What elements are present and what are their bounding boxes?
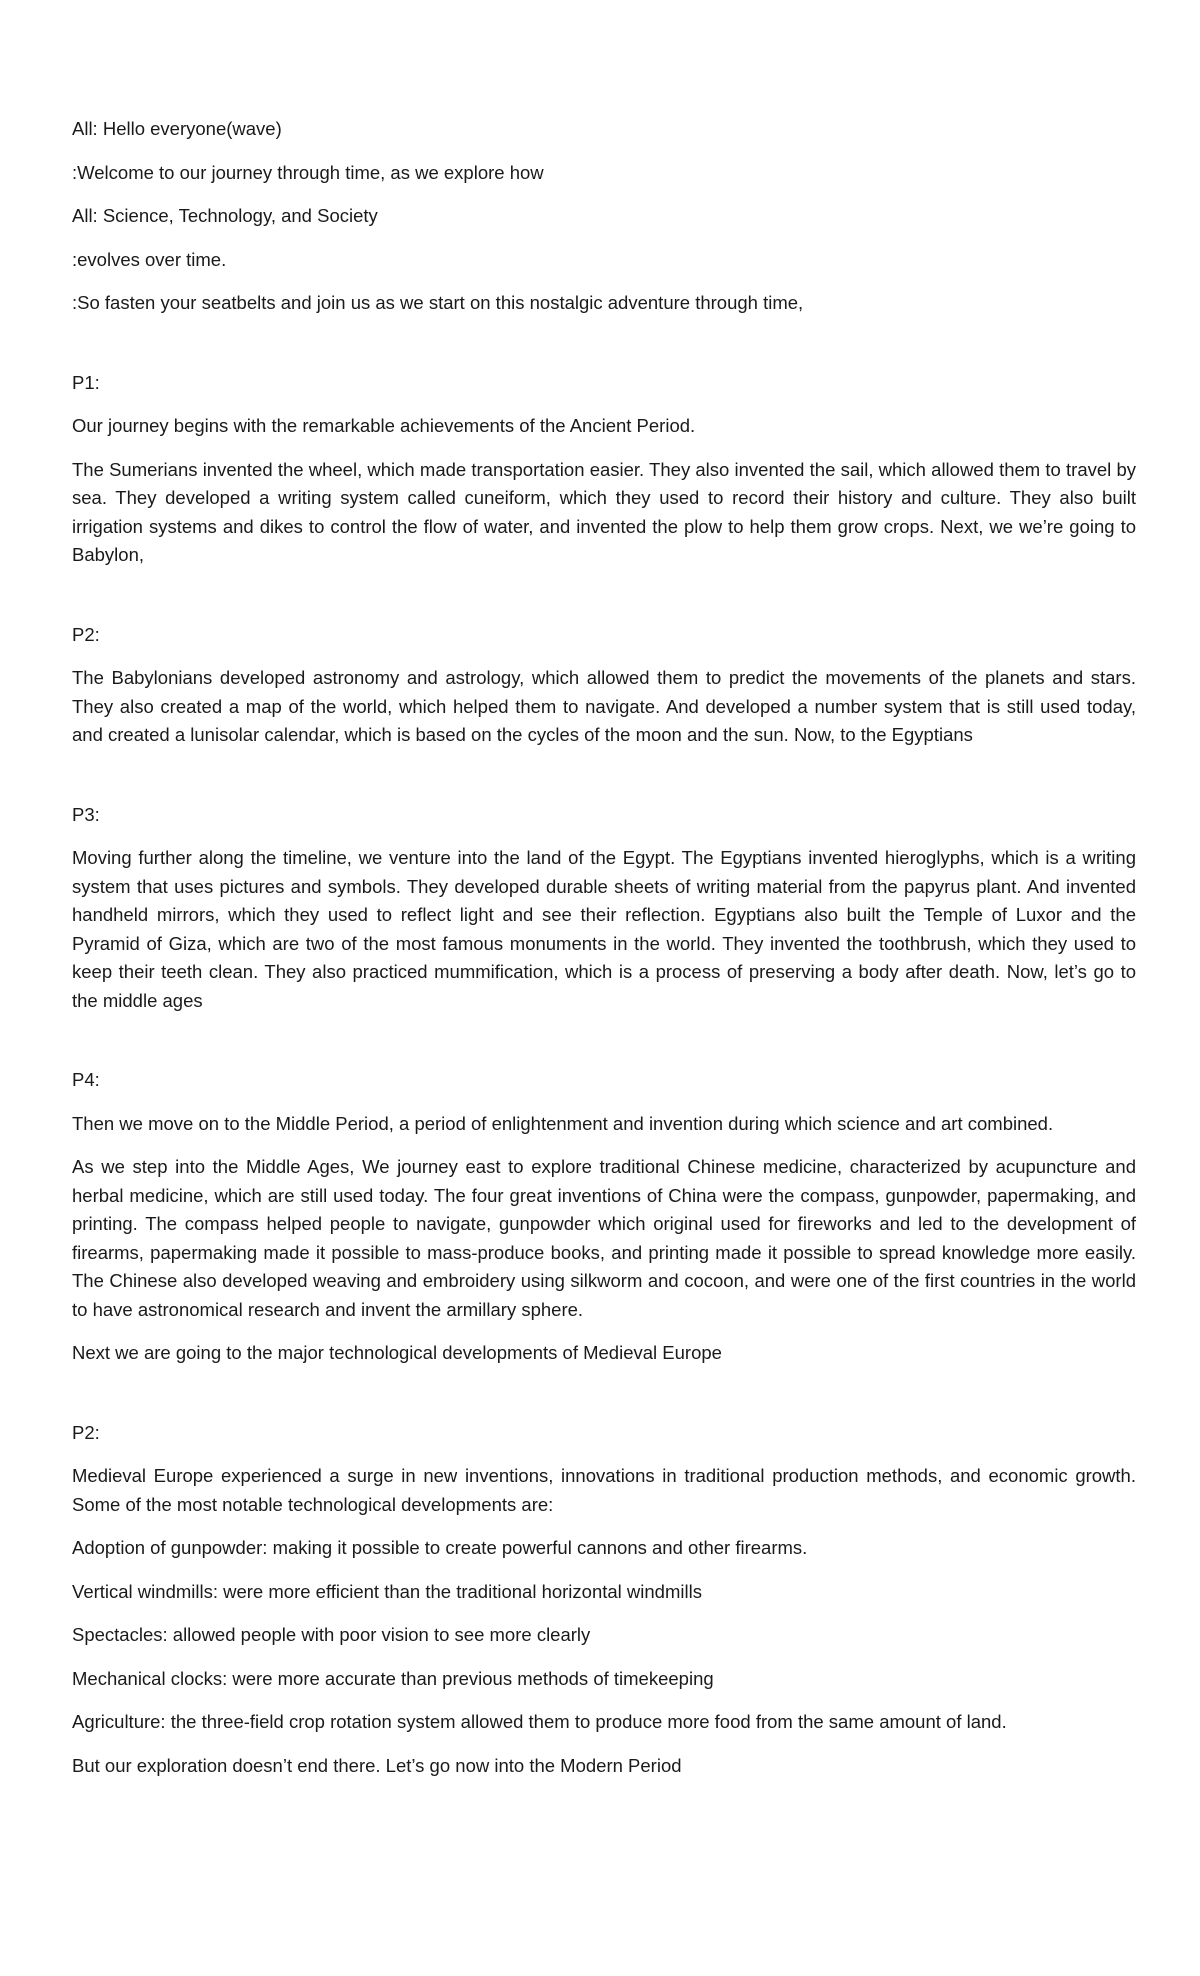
p2b-paragraph-1: Medieval Europe experienced a surge in new inventions, innovations in traditional production methods, and economic growth. Some of the most notable technological developments are:	[72, 1465, 1136, 1515]
p4-paragraph-1: Then we move on to the Middle Period, a period of enlightenment and invention during which science and art combined.	[72, 1112, 1054, 1134]
section-label-p4: P4:	[72, 1069, 100, 1090]
intro-line-5: :So fasten your seatbelts and join us as we start on this nostalgic adventure through time,	[72, 292, 804, 313]
p1-paragraph-1: Our journey begins with the remarkable achievements of the Ancient Period.	[72, 415, 696, 436]
p3-paragraph-1: Moving further along the timeline, we venture into the land of the Egypt. The Egyptians invented hieroglyphs, which is a writing system that uses pictures and symbols. They developed durable sheets of writing material from the papyrus plant. And invented handheld mirrors, which they used to reflect light and see their reflection. Egyptians also built the Temple of Luxor and the Pyramid of Giza, which are two of the most famous monuments in the world. They invented the toothbrush, which they used to keep their teeth clean. They also practiced mummification, which is a process of preserving a body after death. Now, let’s go to the middle ages	[72, 847, 1136, 1011]
section-label-p1: P1:	[72, 371, 100, 393]
p2b-closing: But our exploration doesn’t end there. Let’s go now into the Modern Period	[72, 1754, 682, 1776]
intro-line-2: :Welcome to our journey through time, as we explore how	[72, 161, 544, 183]
intro-line-1: All: Hello everyone(wave)	[72, 118, 282, 139]
p2b-item-clocks: Mechanical clocks: were more accurate than previous methods of timekeeping	[72, 1667, 714, 1689]
p2b-item-gunpowder: Adoption of gunpowder: making it possible to create powerful cannons and other firearms.	[72, 1537, 808, 1558]
intro-line-3: All: Science, Technology, and Society	[72, 205, 378, 226]
document-body	[72, 115, 1136, 1795]
p4-paragraph-2: As we step into the Middle Ages, We journey east to explore traditional Chinese medicine, characterized by acupuncture and herbal medicine, which are still used today. The four great inventions of China were the compass, gunpowder, papermaking, and printing. The compass helped people to navigate, gunpowder which original used for fireworks and led to the development of firearms, papermaking made it possible to mass-produce books, and printing made it possible to spread knowledge more easily. The Chinese also developed weaving and embroidery using silkworm and cocoon, and were one of the first countries in the world to have astronomical research and invent the armillary sphere.	[72, 1156, 1136, 1320]
section-label-p2: P2:	[72, 623, 100, 645]
p2b-item-windmills: Vertical windmills: were more efficient than the traditional horizontal windmills	[72, 1580, 702, 1602]
intro-line-4: :evolves over time.	[72, 248, 227, 270]
p2b-item-agriculture: Agriculture: the three-field crop rotation system allowed them to produce more food from the same amount of land.	[72, 1711, 1007, 1732]
p4-paragraph-3: Next we are going to the major technological developments of Medieval Europe	[72, 1342, 722, 1363]
section-label-p3: P3:	[72, 803, 100, 825]
section-label-p2-second: P2:	[72, 1421, 100, 1443]
p2b-item-spectacles: Spectacles: allowed people with poor vision to see more clearly	[72, 1624, 591, 1645]
p2-paragraph-1: The Babylonians developed astronomy and astrology, which allowed them to predict the movements of the planets and stars. They also created a map of the world, which helped them to navigate. And developed a number system that is still used today, and created a lunisolar calendar, which is based on the cycles of the moon and the sun. Now, to the Egyptians	[72, 667, 1136, 745]
p1-paragraph-2: The Sumerians invented the wheel, which made transportation easier. They also invented the sail, which allowed them to travel by sea. They developed a writing system called cuneiform, which they used to record their history and culture. They also built irrigation systems and dikes to control the flow of water, and invented the plow to help them grow crops. Next, we we’re going to Babylon,	[72, 458, 1136, 565]
